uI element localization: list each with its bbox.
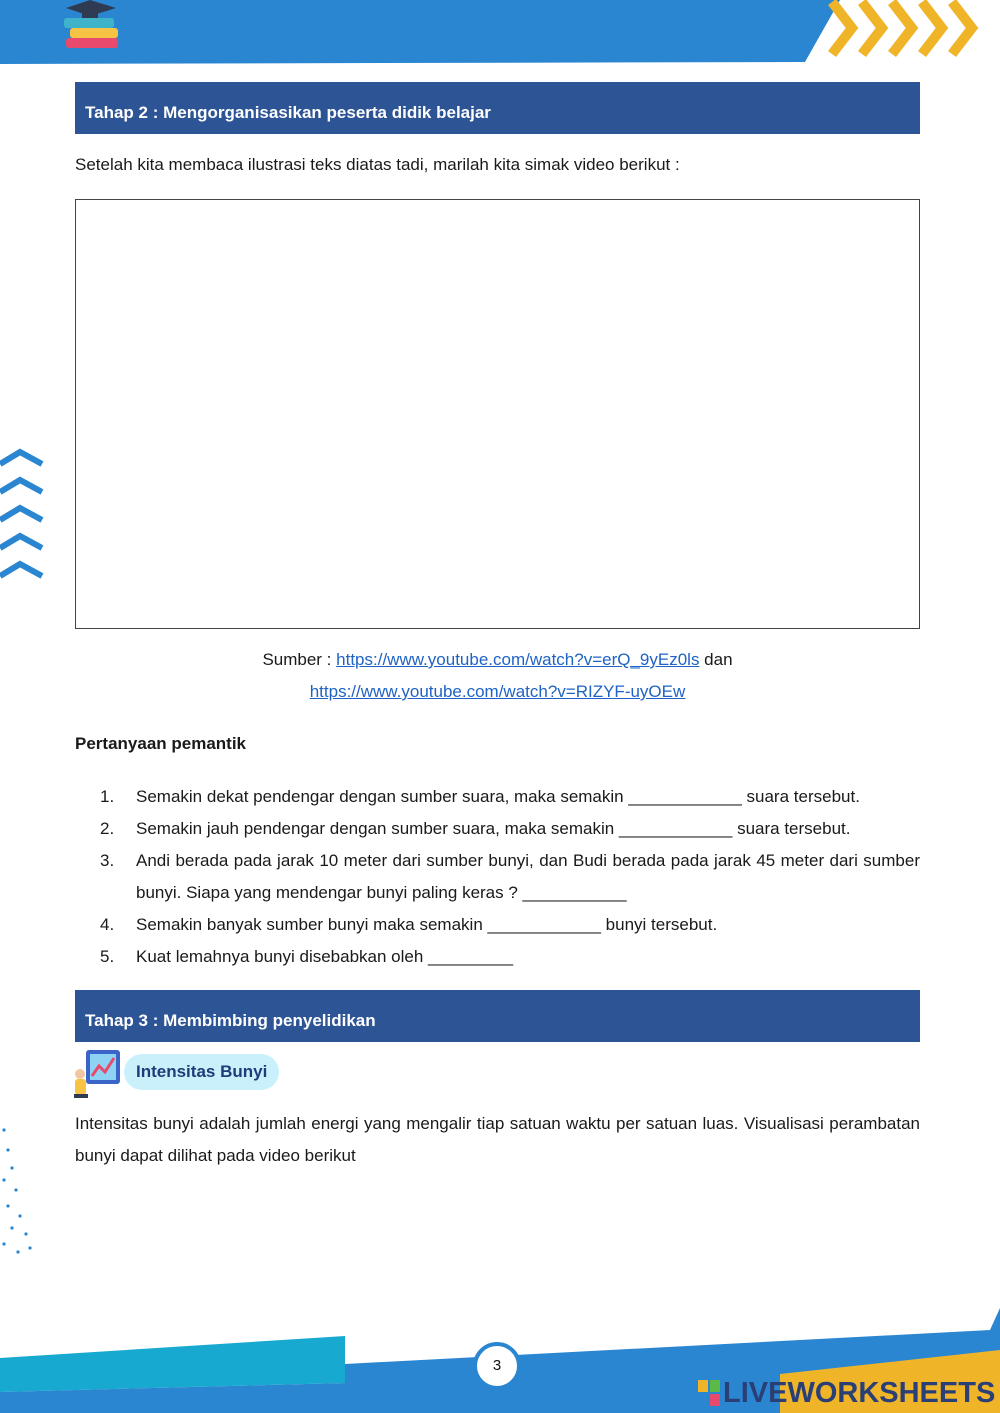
source-prefix: Sumber : [262, 650, 337, 669]
student-presentation-icon [70, 1044, 128, 1102]
list-item [100, 813, 920, 845]
list-item [100, 941, 920, 973]
question-text[interactable]: Semakin dekat pendengar dengan sumber suara, maka semakin ____________ suara tersebut. [136, 787, 860, 806]
question-number: 5. [100, 947, 115, 966]
header-band [0, 0, 1000, 66]
list-item [100, 781, 920, 813]
dot-pattern-decoration [0, 1120, 44, 1260]
question-number: 2. [100, 819, 115, 838]
section-2-header: Tahap 2 : Mengorganisasikan peserta didik belajar [75, 82, 920, 134]
question-list [100, 781, 920, 973]
brand-logo [698, 1374, 995, 1412]
question-text[interactable]: Kuat lemahnya bunyi disebabkan oleh _________ [136, 947, 514, 966]
source-line-1 [75, 644, 920, 676]
chevron-right-icon [832, 2, 972, 54]
question-number: 3. [100, 851, 115, 870]
list-item [100, 909, 920, 941]
question-text[interactable]: Andi berada pada jarak 10 meter dari sumber bunyi, dan Budi berada pada jarak 45 meter dari sumber bunyi. Siapa yang mendengar bunyi paling keras ? ___________ [136, 851, 920, 902]
chevron-up-icon [0, 448, 44, 588]
source-joiner: dan [699, 650, 733, 669]
live-grid-logo-icon [698, 1380, 720, 1406]
section-3-paragraph: Intensitas bunyi adalah jumlah energi yang mengalir tiap satuan waktu per satuan luas. Visualisasi perambatan bunyi dapat dilihat pada video berikut [75, 1114, 920, 1165]
video-link-1[interactable]: https://www.youtube.com/watch?v=erQ_9yEz0ls [336, 650, 700, 669]
section-2-intro: Setelah kita membaca ilustrasi teks diatas tadi, marilah kita simak video berikut : [75, 155, 680, 174]
page-number: 3 [473, 1342, 521, 1390]
question-number: 4. [100, 915, 115, 934]
source-line-2 [75, 676, 920, 708]
list-item [100, 845, 920, 909]
questions-heading: Pertanyaan pemantik [75, 734, 247, 753]
video-link-2[interactable]: https://www.youtube.com/watch?v=RIZYF-uyOEw [309, 682, 686, 701]
question-text[interactable]: Semakin jauh pendengar dengan sumber suara, maka semakin ____________ suara tersebut. [136, 819, 851, 838]
brand-text: LIVEWORKSHEETS [723, 1376, 996, 1409]
section-3-header: Tahap 3 : Membimbing penyelidikan [75, 990, 920, 1042]
books-graduation-cap-icon [64, 0, 118, 48]
video-embed-placeholder[interactable] [75, 199, 920, 629]
question-text[interactable]: Semakin banyak sumber bunyi maka semakin ____________ bunyi tersebut. [136, 915, 718, 934]
question-number: 1. [100, 787, 115, 806]
topic-pill: Intensitas Bunyi [124, 1054, 279, 1090]
